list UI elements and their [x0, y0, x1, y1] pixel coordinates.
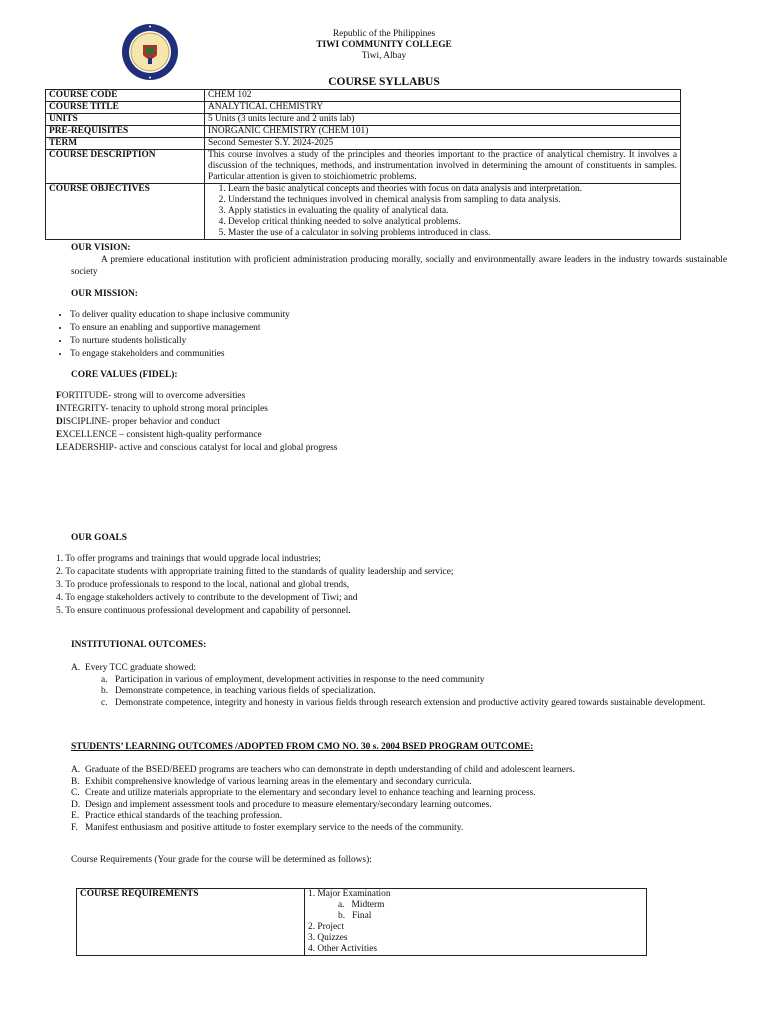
item-letter: b.: [101, 686, 109, 696]
item-letter: D.: [71, 799, 81, 810]
objective-item: 2. Understand the techniques involved in chemical analysis from sampling to data analysis.: [228, 195, 677, 206]
list-item: [71, 663, 727, 675]
list-item: [71, 788, 575, 800]
list-item: 4. To engage stakeholders actively to contribute to the development of Tiwi; and: [56, 593, 358, 603]
value-text: ORTITUDE- strong will to overcome adversities: [61, 391, 246, 401]
list-item: 3. To produce professionals to respond to the local, national and global trends,: [56, 580, 350, 590]
course-info-table: [45, 89, 681, 240]
info-key: COURSE DESCRIPTION: [46, 150, 205, 184]
list-item: [56, 390, 337, 403]
list-item: 2. Project: [308, 922, 344, 932]
item-letter: c.: [101, 697, 108, 708]
list-item: [56, 403, 337, 416]
list-item: [308, 900, 643, 911]
value-initial: F: [56, 391, 62, 401]
goals-heading: OUR GOALS: [71, 533, 127, 543]
info-key: COURSE CODE: [46, 90, 205, 102]
slo-list: [71, 765, 575, 834]
requirements-note: Course Requirements (Your grade for the course will be determined as follows):: [71, 855, 372, 865]
list-item: 5. To ensure continuous professional development and capability of personnel.: [56, 606, 351, 616]
course-objectives: [205, 184, 681, 240]
value-text: ISCIPLINE- proper behavior and conduct: [62, 417, 221, 427]
value-initial: I: [56, 404, 60, 414]
item-text: Graduate of the BSED/BEED programs are teachers who can demonstrate in depth understanding of child and adolescent learners.: [85, 765, 575, 775]
list-item: • To nurture students holistically: [70, 335, 290, 348]
college-address: Tiwi, Albay: [361, 51, 407, 61]
item-text: Practice ethical standards of the teaching profession.: [85, 811, 283, 821]
item-text: Design and implement assessment tools and procedure to measure elementary/secondary learning outcomes.: [85, 799, 492, 810]
item-text: Exhibit comprehensive knowledge of various learning areas in the elementary and secondary curricula.: [85, 776, 472, 787]
vision-text: A premiere educational institution with proficient administration producing morally, socially and environmentally aware leaders in the industry towards sustainable society: [71, 255, 727, 277]
table-row: [77, 889, 647, 956]
value-initial: D: [56, 417, 63, 427]
republic-line: Republic of the Philippines: [332, 29, 436, 39]
list-item: [56, 416, 337, 429]
list-item: [308, 911, 643, 922]
item-text: Demonstrate competence, in teaching various fields of specialization.: [115, 686, 376, 696]
list-item: [101, 698, 727, 710]
goals-list: [56, 553, 453, 618]
item-letter: E.: [71, 811, 80, 821]
info-value: ANALYTICAL CHEMISTRY: [205, 102, 681, 114]
item-letter: a.: [338, 900, 345, 910]
item-text: Demonstrate competence, integrity and honesty in various fields through research extension and productive activity geared towards sustainable development.: [115, 697, 706, 708]
institutional-outcomes-heading: INSTITUTIONAL OUTCOMES:: [71, 640, 207, 650]
info-key: TERM: [46, 138, 205, 150]
list-item: 4. Other Activities: [308, 944, 377, 954]
list-item: [101, 686, 727, 698]
list-item: [71, 800, 575, 812]
list-item: [101, 675, 727, 687]
page-title: COURSE SYLLABUS: [328, 76, 440, 88]
list-item: [71, 765, 575, 777]
info-key: COURSE TITLE: [46, 102, 205, 114]
item-letter: a.: [101, 674, 108, 685]
table-row: [46, 102, 681, 114]
objective-item: 4. Develop critical thinking needed to solve analytical problems.: [228, 217, 677, 228]
list-item: 1. To offer programs and trainings that would upgrade local industries;: [56, 554, 321, 564]
item-text: Create and utilize materials appropriate to the elementary and secondary level to enhance teaching and learning process.: [85, 788, 536, 798]
list-item: • To ensure an enabling and supportive management: [70, 322, 290, 335]
list-item: 2. To capacitate students with appropriate training fitted to the standards of quality leadership and service;: [56, 567, 454, 577]
objective-item: 3. Apply statistics in evaluating the quality of analytical data.: [228, 206, 677, 217]
list-item: • To engage stakeholders and communities: [70, 348, 290, 361]
item-letter: A.: [71, 663, 81, 673]
mission-heading: OUR MISSION:: [71, 289, 138, 299]
objective-item: 1. Learn the basic analytical concepts and theories with focus on data analysis and interpretation.: [228, 184, 677, 195]
info-value: 5 Units (3 units lecture and 2 units lab): [205, 114, 681, 126]
requirements-list: [305, 889, 647, 956]
value-text: NTEGRITY- tenacity to uphold strong moral principles: [59, 404, 268, 414]
list-item: [71, 777, 575, 789]
list-item: 1. Major Examination: [308, 889, 391, 899]
table-row: [46, 114, 681, 126]
item-text: Every TCC graduate showed:: [85, 663, 196, 673]
info-key: PRE-REQUISITES: [46, 126, 205, 138]
item-letter: B.: [71, 776, 80, 787]
table-row: [46, 138, 681, 150]
value-initial: E: [56, 430, 63, 440]
item-text: Participation in various of employment, development activities in response to the need community: [115, 674, 485, 685]
list-item: [56, 442, 337, 455]
item-text: Manifest enthusiasm and positive attitude to foster exemplary service to the needs of the community.: [85, 822, 464, 833]
requirements-key: COURSE REQUIREMENTS: [77, 889, 305, 956]
list-item: [71, 823, 575, 835]
table-row: [46, 184, 681, 240]
info-value: CHEM 102: [205, 90, 681, 102]
info-value: Second Semester S.Y. 2024-2025: [205, 138, 681, 150]
slo-heading: STUDENTS’ LEARNING OUTCOMES /ADOPTED FROM CMO NO. 30 s. 2004 BSED PROGRAM OUTCOME:: [71, 742, 534, 752]
info-value: INORGANIC CHEMISTRY (CHEM 101): [205, 126, 681, 138]
item-letter: b.: [338, 911, 346, 921]
core-values-heading: CORE VALUES (FIDEL):: [71, 370, 178, 380]
item-text: Midterm: [351, 900, 385, 910]
document-header: [0, 29, 768, 62]
item-letter: C.: [71, 788, 80, 798]
objective-item: 5. Master the use of a calculator in solving problems introduced in class.: [228, 228, 677, 239]
info-key: COURSE OBJECTIVES: [46, 184, 205, 240]
table-row: [46, 90, 681, 102]
list-item: [71, 811, 575, 823]
value-text: EADERSHIP- active and conscious catalyst for local and global progress: [62, 443, 338, 453]
list-item: • To deliver quality education to shape inclusive community: [70, 309, 290, 322]
list-item: [56, 429, 337, 442]
vision-heading: OUR VISION:: [71, 243, 131, 253]
info-key: UNITS: [46, 114, 205, 126]
item-letter: F.: [71, 822, 78, 833]
table-row: [46, 126, 681, 138]
value-initial: L: [56, 443, 63, 453]
value-text: XCELLENCE – consistent high-quality performance: [62, 430, 262, 440]
requirements-table: [76, 888, 647, 956]
item-letter: A.: [71, 765, 81, 775]
item-text: Final: [352, 911, 372, 921]
course-description: This course involves a study of the principles and theories important to the practice of analytical chemistry. It involves a discussion of the techniques, methods, and instrumentation involved in determining the amount of constituents in samples. Particular attention is given to stoichiometric problems.: [205, 150, 681, 184]
institutional-outcomes: [71, 663, 727, 709]
list-item: 3. Quizzes: [308, 933, 348, 943]
core-values-list: [56, 390, 337, 455]
mission-list: [52, 309, 290, 361]
college-name: TIWI COMMUNITY COLLEGE: [316, 40, 452, 50]
table-row: [46, 150, 681, 184]
